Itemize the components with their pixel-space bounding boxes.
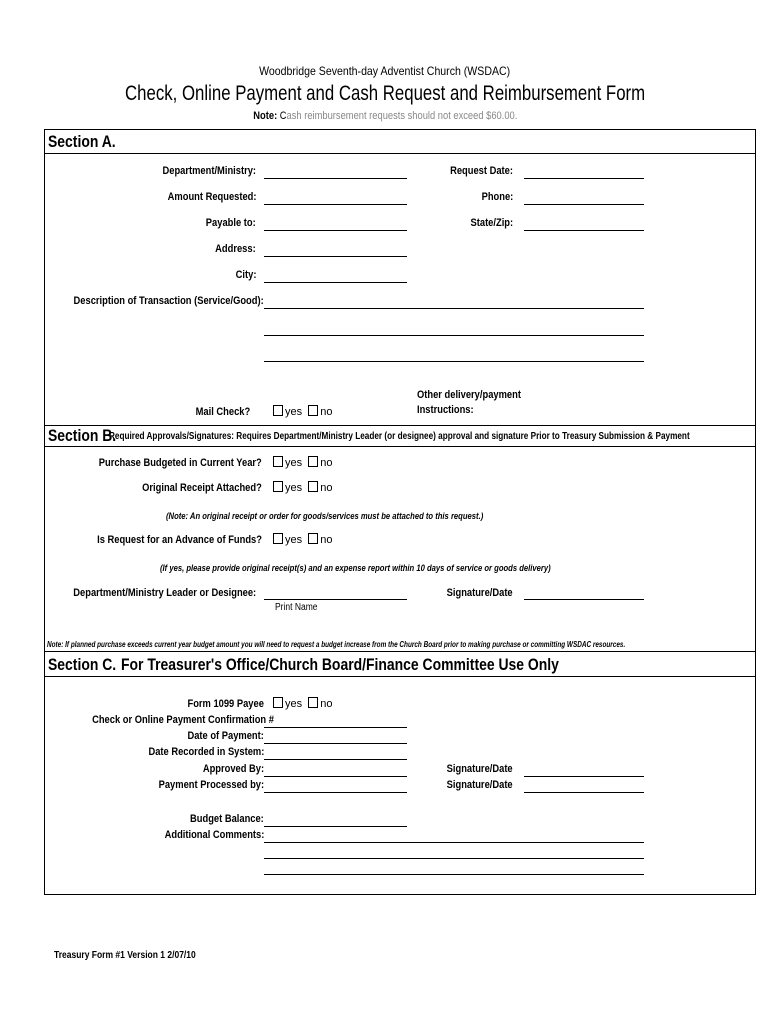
- mail-check-no-label: no: [320, 406, 333, 418]
- receipt-yes-checkbox[interactable]: [273, 481, 283, 492]
- date-payment-field[interactable]: [264, 743, 407, 744]
- advance-no-checkbox[interactable]: [308, 533, 318, 544]
- mail-check-yes-checkbox[interactable]: [273, 405, 283, 416]
- form-version: Treasury Form #1 Version 1 2/07/10: [54, 950, 196, 961]
- date-recorded-field[interactable]: [264, 759, 407, 760]
- mail-check-options: [273, 405, 333, 418]
- form-title: Check, Online Payment and Cash Request and Reimbursement Form: [124, 82, 646, 105]
- approved-by-label: Approved By:: [202, 763, 264, 775]
- budgeted-yes-checkbox[interactable]: [273, 456, 283, 467]
- org-name: Woodbridge Seventh-day Adventist Church (WSDAC): [259, 64, 511, 78]
- section-a-title-box: [44, 129, 756, 154]
- budget-balance-field[interactable]: [264, 826, 407, 827]
- address-field[interactable]: [264, 256, 407, 257]
- state-zip-field[interactable]: [524, 230, 644, 231]
- approved-signature-field[interactable]: [524, 776, 644, 777]
- processed-signature-field[interactable]: [524, 792, 644, 793]
- budgeted-label: Purchase Budgeted in Current Year?: [99, 457, 262, 469]
- additional-comments-field-2[interactable]: [264, 858, 644, 859]
- processed-by-field[interactable]: [264, 792, 407, 793]
- receipt-no-label: no: [320, 482, 333, 494]
- city-label: City:: [235, 269, 256, 281]
- approved-by-field[interactable]: [264, 776, 407, 777]
- note-first: C: [279, 110, 287, 122]
- state-zip-label: State/Zip:: [470, 217, 513, 229]
- additional-comments-label: Additional Comments:: [164, 829, 264, 841]
- request-date-field[interactable]: [524, 178, 644, 179]
- budgeted-options: [273, 456, 333, 469]
- receipt-label: Original Receipt Attached?: [142, 482, 262, 494]
- form1099-yes-checkbox[interactable]: [273, 697, 283, 708]
- advance-yes-label: yes: [285, 534, 303, 546]
- confirmation-field[interactable]: [264, 727, 407, 728]
- note-label: Note:: [252, 110, 277, 122]
- section-c-subtitle: For Treasurer's Office/Church Board/Finance Committee Use Only: [121, 655, 559, 674]
- address-label: Address:: [215, 243, 256, 255]
- description-field-3[interactable]: [264, 361, 644, 362]
- receipt-no-checkbox[interactable]: [308, 481, 318, 492]
- description-field-2[interactable]: [264, 335, 644, 336]
- print-name-caption: Print Name: [275, 602, 318, 613]
- department-field[interactable]: [264, 178, 407, 179]
- budgeted-yes-label: yes: [285, 457, 303, 469]
- approved-signature-label: Signature/Date: [447, 763, 513, 775]
- budget-balance-label: Budget Balance:: [190, 813, 264, 825]
- leader-label: Department/Ministry Leader or Designee:: [73, 587, 256, 599]
- leader-signature-label: Signature/Date: [447, 587, 513, 599]
- leader-field[interactable]: [264, 599, 407, 600]
- budgeted-no-checkbox[interactable]: [308, 456, 318, 467]
- processed-signature-label: Signature/Date: [447, 779, 513, 791]
- payable-field[interactable]: [264, 230, 407, 231]
- advance-note: (If yes, please provide original receipt(s) and an expense report within 10 days of service or goods delivery): [160, 563, 551, 573]
- header-note: [0, 110, 770, 122]
- additional-comments-field-1[interactable]: [264, 842, 644, 843]
- section-b-title: Section B.: [48, 426, 117, 445]
- advance-no-label: no: [320, 534, 333, 546]
- phone-field[interactable]: [524, 204, 644, 205]
- date-payment-label: Date of Payment:: [187, 730, 264, 742]
- confirmation-label: Check or Online Payment Confirmation #: [92, 714, 274, 726]
- advance-options: [273, 533, 333, 546]
- mail-check-no-checkbox[interactable]: [308, 405, 318, 416]
- section-b-subtitle: Required Approvals/Signatures: Requires Department/Ministry Leader (or designee) approval and signature Prior to Treasury Submission & Payment: [109, 431, 690, 442]
- payable-label: Payable to:: [206, 217, 256, 229]
- receipt-note: (Note: An original receipt or order for goods/services must be attached to this request.): [166, 511, 484, 521]
- processed-by-label: Payment Processed by:: [158, 779, 264, 791]
- city-field[interactable]: [264, 282, 407, 283]
- request-date-label: Request Date:: [450, 165, 513, 177]
- receipt-options: [273, 481, 333, 494]
- budget-note: Note: If planned purchase exceeds current year budget amount you will need to request a budget increase from the Church Board prior to making purchase or committing WSDAC resources.: [47, 640, 626, 649]
- amount-label: Amount Requested:: [167, 191, 256, 203]
- form1099-no-label: no: [320, 698, 333, 710]
- mail-check-label: Mail Check?: [195, 406, 250, 418]
- advance-label: Is Request for an Advance of Funds?: [97, 534, 262, 546]
- amount-field[interactable]: [264, 204, 407, 205]
- form1099-options: [273, 697, 333, 710]
- section-a-title: Section A.: [48, 132, 116, 151]
- description-label: Description of Transaction (Service/Good):: [73, 295, 264, 307]
- budgeted-no-label: no: [320, 457, 333, 469]
- receipt-yes-label: yes: [285, 482, 303, 494]
- description-field-1[interactable]: [264, 308, 644, 309]
- mail-check-yes-label: yes: [285, 406, 303, 418]
- additional-comments-field-3[interactable]: [264, 874, 644, 875]
- other-delivery-label: Other delivery/payment Instructions:: [417, 389, 521, 416]
- phone-label: Phone:: [481, 191, 513, 203]
- form1099-no-checkbox[interactable]: [308, 697, 318, 708]
- date-recorded-label: Date Recorded in System:: [148, 746, 264, 758]
- form1099-label: Form 1099 Payee: [187, 698, 264, 710]
- advance-yes-checkbox[interactable]: [273, 533, 283, 544]
- section-c-title: Section C.: [48, 655, 117, 674]
- form1099-yes-label: yes: [285, 698, 303, 710]
- leader-signature-field[interactable]: [524, 599, 644, 600]
- department-label: Department/Ministry:: [162, 165, 256, 177]
- note-text: ash reimbursement requests should not exceed $60.00.: [286, 110, 518, 122]
